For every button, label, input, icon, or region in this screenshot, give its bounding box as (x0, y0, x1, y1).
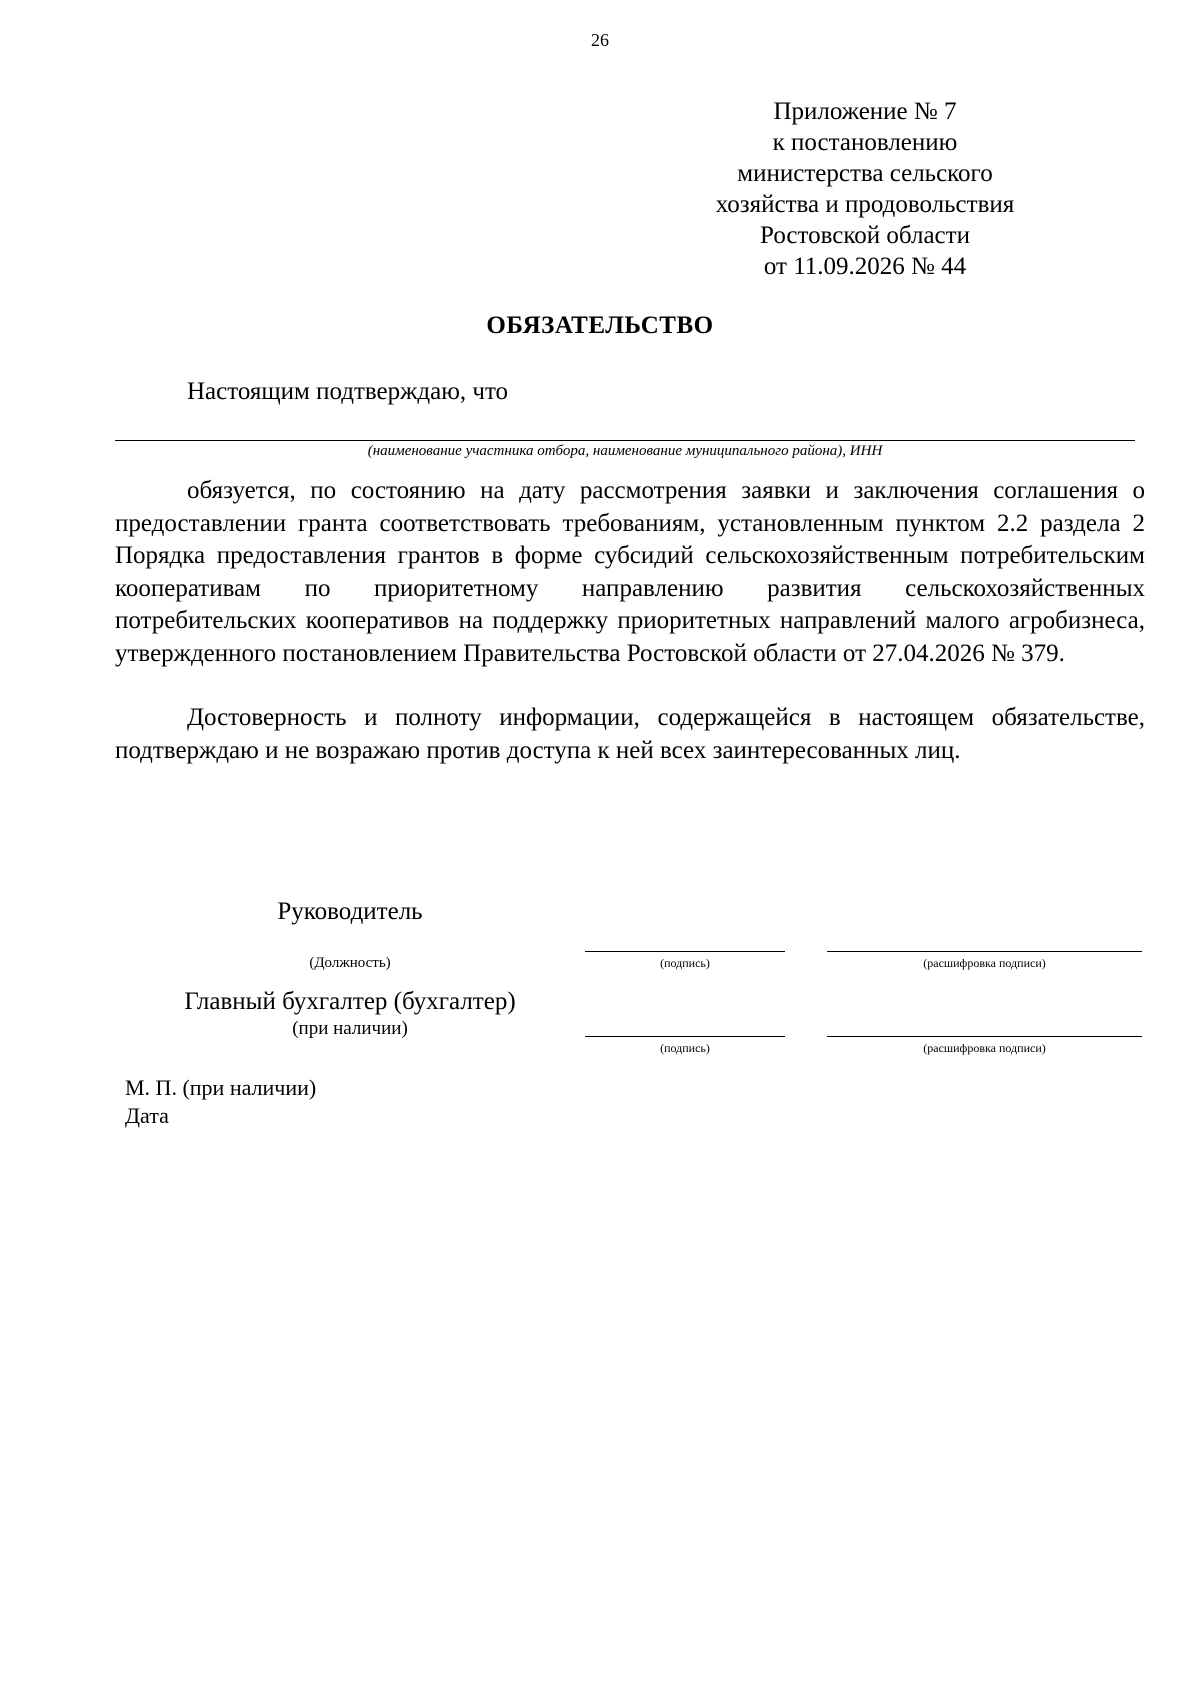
accountant-position-note: (при наличии) (292, 1018, 408, 1039)
obligation-paragraph: обязуется, по состоянию на дату рассмотрения заявки и заключения соглашения о предоставлении гранта соответствовать требованиям, установленным пунктом 2.2 раздела 2 Порядка предоставления грантов в форме субсидий сельскохозяйственным потребительским кооперативам по приоритетному направлению развития сельскохозяйственных потребительских кооперативов на поддержку приоритетных направлений малого агробизнеса, утвержденного постановлением Правительства Ростовской области от 27.04.2026 № 379. (115, 477, 1145, 667)
appendix-header (655, 96, 1075, 282)
appendix-line: Ростовской области (760, 222, 970, 249)
accountant-signature-caption: (подпись) (660, 1041, 710, 1055)
document-title: ОБЯЗАТЕЛЬСТВО (486, 312, 714, 339)
head-decoding-line (827, 951, 1142, 952)
date-label: Дата (125, 1103, 169, 1128)
intro-text: Настоящим подтверждаю, что (187, 378, 509, 405)
appendix-line: к постановлению (772, 129, 958, 156)
head-decoding-caption: (расшифровка подписи) (923, 956, 1046, 970)
appendix-line: хозяйства и продовольствия (715, 191, 1015, 218)
appendix-line: министерства сельского (737, 160, 993, 187)
stamp-label: М. П. (при наличии) (125, 1075, 317, 1100)
accountant-decoding-caption: (расшифровка подписи) (923, 1041, 1046, 1055)
head-signature-line (585, 951, 785, 952)
participant-fill-caption: (наименование участника отбора, наименование муниципального района), ИНН (367, 443, 883, 459)
appendix-line: от 11.09.2026 № 44 (763, 253, 967, 280)
head-position-label: Руководитель (277, 898, 423, 925)
appendix-line: Приложение № 7 (773, 98, 957, 125)
confirmation-paragraph: Достоверность и полноту информации, содержащейся в настоящем обязательстве, подтверждаю и не возражаю против доступа к ней всех заинтересованных лиц. (115, 704, 1145, 764)
accountant-decoding-line (827, 1036, 1142, 1037)
participant-fill-line (115, 440, 1135, 441)
accountant-signature-line (585, 1036, 785, 1037)
page-number: 26 (591, 30, 609, 50)
head-position-caption: (Должность) (309, 955, 391, 971)
head-signature-caption: (подпись) (660, 956, 710, 970)
accountant-position-label: Главный бухгалтер (бухгалтер) (184, 988, 516, 1015)
